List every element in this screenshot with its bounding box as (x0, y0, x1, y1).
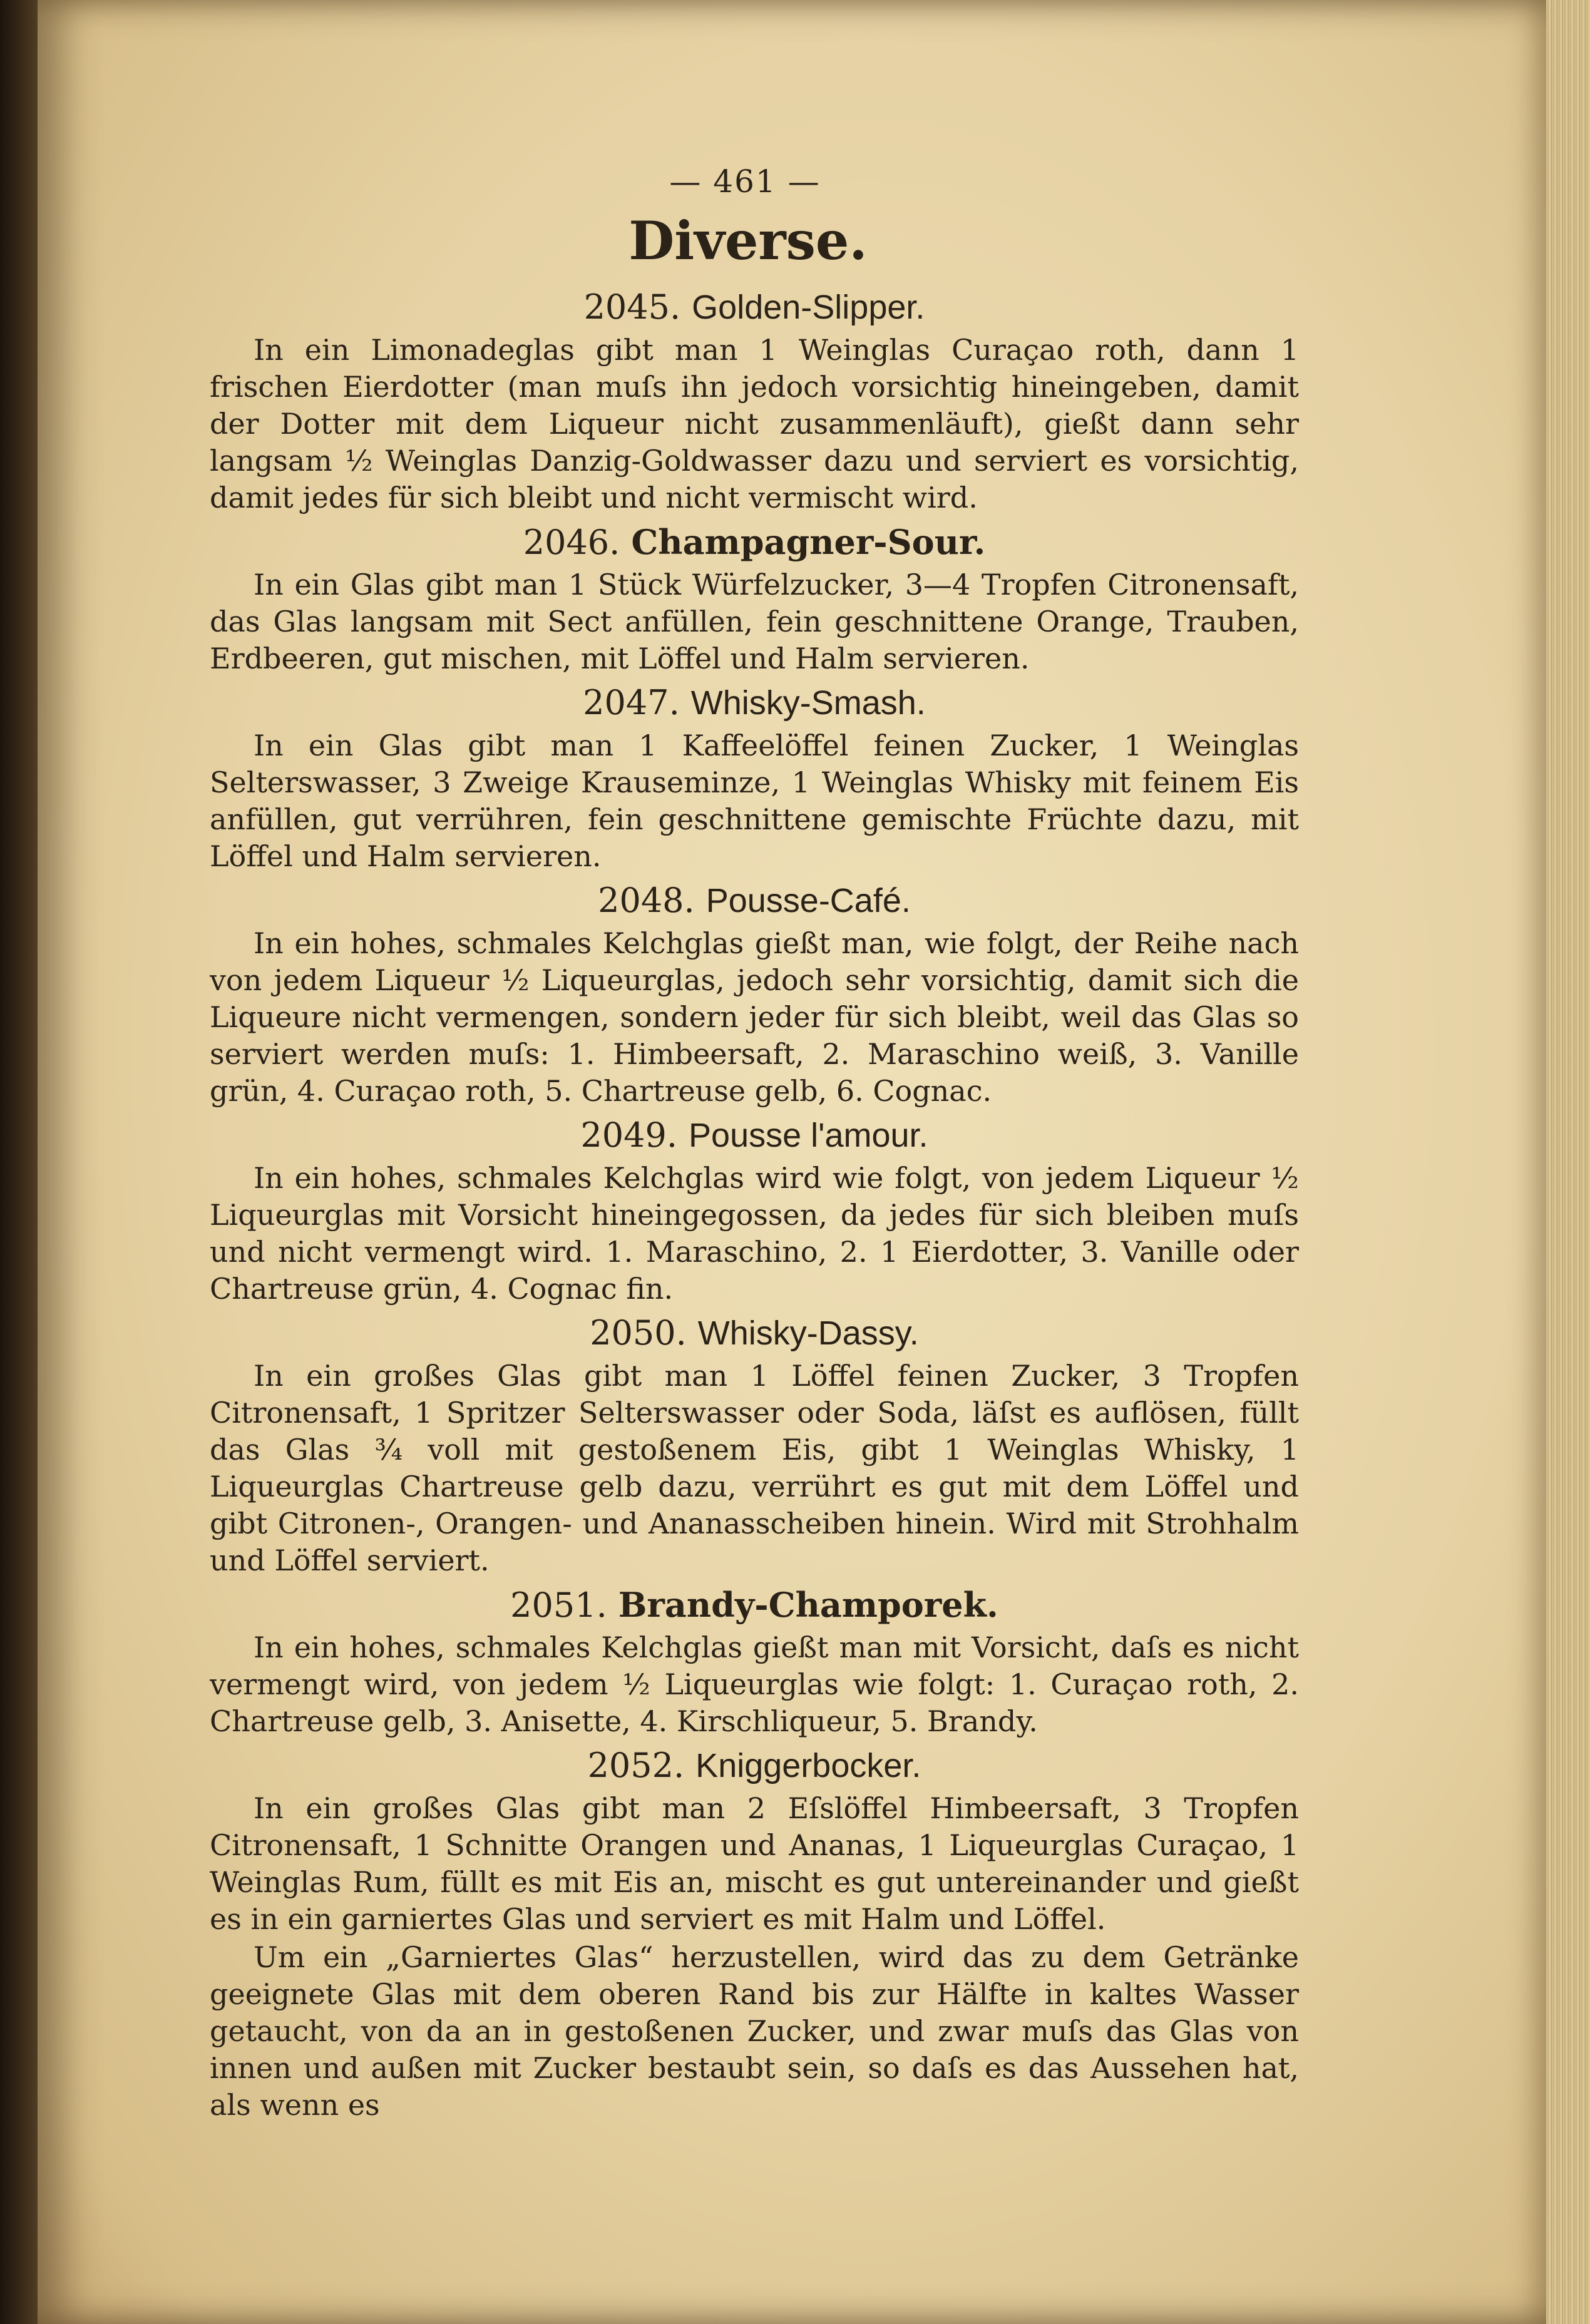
recipe-2045 (210, 282, 1299, 516)
recipe-text: In ein Limonadeglas gibt man 1 Weinglas Curaçao roth, dann 1 frischen Eierdotter (man muſs ihn jedoch vorsichtig hineingeben, damit der Dotter mit dem Liqueur nicht zusammenläuft), gießt dann sehr langsam ½ Weinglas Danzig-Goldwasser dazu und serviert es vorsichtig, damit jedes für sich bleibt und nicht vermischt wird. (210, 333, 1299, 514)
recipe-name: Whisky-Smash. (690, 684, 926, 722)
recipe-2051 (210, 1579, 1299, 1740)
section-title: Diverse. (628, 210, 868, 272)
page-number: — 461 — (669, 163, 821, 200)
recipe-heading (210, 875, 1299, 925)
recipe-2052 (210, 1740, 1299, 2124)
recipe-heading (210, 282, 1299, 332)
recipe-name: Kniggerbocker. (695, 1747, 921, 1784)
recipe-2049 (210, 1110, 1299, 1308)
recipe-text: In ein großes Glas gibt man 1 Löffel feinen Zucker, 3 Tropfen Citronensaft, 1 Spritzer Selterswasser oder Soda, läſst es auflösen, füllt das Glas ¾ voll mit gestoßenem Eis, gibt 1 Weinglas Whisky, 1 Liqueurglas Chartreuse gelb dazu, verrührt es gut mit dem Löffel und gibt Citronen-, Orangen- und Ananasscheiben hinein. Wird mit Strohhalm und Löffel serviert. (210, 1359, 1299, 1577)
recipe-heading (210, 1308, 1299, 1358)
recipe-name: Brandy-Champorek. (618, 1585, 998, 1625)
recipe-text: In ein Glas gibt man 1 Stück Würfelzucker, 3—4 Tropfen Citronensaft, das Glas langsam mit Sect anfüllen, fein geschnittene Orange, Trauben, Erdbeeren, gut mischen, mit Löffel und Halm servieren. (210, 568, 1299, 675)
recipe-number: 2052. (587, 1746, 685, 1785)
recipe-text: In ein hohes, schmales Kelchglas gießt man, wie folgt, der Reihe nach von jedem Liqueur ½ Liqueurglas, jedoch sehr vorsichtig, damit sich die Liqueure nicht vermengen, sondern jeder für sich bleibt, weil das Glas so serviert werden muſs: 1. Himbeersaft, 2. Maraschino weiß, 3. Vanille grün, 4. Curaçao roth, 5. Chartreuse gelb, 6. Cognac. (210, 926, 1299, 1108)
recipe-name: Pousse-Café. (705, 882, 911, 919)
page-content (210, 156, 1299, 2124)
recipe-heading (210, 1110, 1299, 1160)
recipe-name: Champagner-Sour. (631, 522, 986, 562)
recipe-number: 2046. (523, 523, 620, 562)
recipe-number: 2048. (598, 881, 695, 920)
recipe-number: 2047. (583, 683, 680, 722)
recipe-2046 (210, 516, 1299, 677)
recipe-number: 2050. (590, 1313, 687, 1353)
recipe-2050 (210, 1308, 1299, 1579)
recipe-2047 (210, 677, 1299, 875)
recipe-heading (210, 677, 1299, 727)
recipe-text: In ein Glas gibt man 1 Kaffeelöffel feinen Zucker, 1 Weinglas Selterswasser, 3 Zweige Krauseminze, 1 Weinglas Whisky mit feinem Eis anfüllen, gut verrühren, fein geschnittene gemischte Früchte dazu, mit Löffel und Halm servieren. (210, 729, 1299, 873)
recipe-number: 2045. (583, 287, 681, 327)
recipe-number: 2051. (510, 1585, 607, 1625)
recipe-text: In ein großes Glas gibt man 2 Eſslöffel Himbeersaft, 3 Tropfen Citronensaft, 1 Schnitte Orangen und Ananas, 1 Liqueurglas Curaçao, 1 Weinglas Rum, füllt es mit Eis an, mischt es gut untereinander und gießt es in ein garniertes Glas und serviert es mit Halm und Löffel. (210, 1791, 1299, 1936)
recipe-text: In ein hohes, schmales Kelchglas gießt man mit Vorsicht, daſs es nicht vermengt wird, von jedem ½ Liqueurglas wie folgt: 1. Curaçao roth, 2. Chartreuse gelb, 3. Anisette, 4. Kirschliqueur, 5. Brandy. (210, 1630, 1299, 1738)
recipe-number: 2049. (580, 1115, 678, 1155)
recipe-name: Whisky-Dassy. (697, 1314, 919, 1352)
recipe-text-continued: Um ein „Garniertes Glas“ herzustellen, wird das zu dem Getränke geeignete Glas mit dem oberen Rand bis zur Hälfte in kaltes Wasser getaucht, von da an in gestoßenen Zucker, und zwar muſs das Glas von innen und außen mit Zucker bestaubt sein, so daſs es das Aussehen hat, als wenn es (210, 1940, 1299, 2122)
recipe-heading (210, 1579, 1299, 1629)
recipe-text: In ein hohes, schmales Kelchglas wird wie folgt, von jedem Liqueur ½ Liqueurglas mit Vorsicht hineingegossen, da jedes für sich bleiben muſs und nicht vermengt wird. 1. Maraschino, 2. 1 Eierdotter, 3. Vanille oder Chartreuse grün, 4. Cognac fin. (210, 1161, 1299, 1306)
recipe-heading (210, 1740, 1299, 1790)
recipe-name: Golden-Slipper. (692, 289, 925, 326)
recipe-2048 (210, 875, 1299, 1110)
recipe-heading (210, 516, 1299, 566)
recipe-name: Pousse l'amour. (689, 1117, 928, 1154)
page-edges (1546, 0, 1590, 2324)
